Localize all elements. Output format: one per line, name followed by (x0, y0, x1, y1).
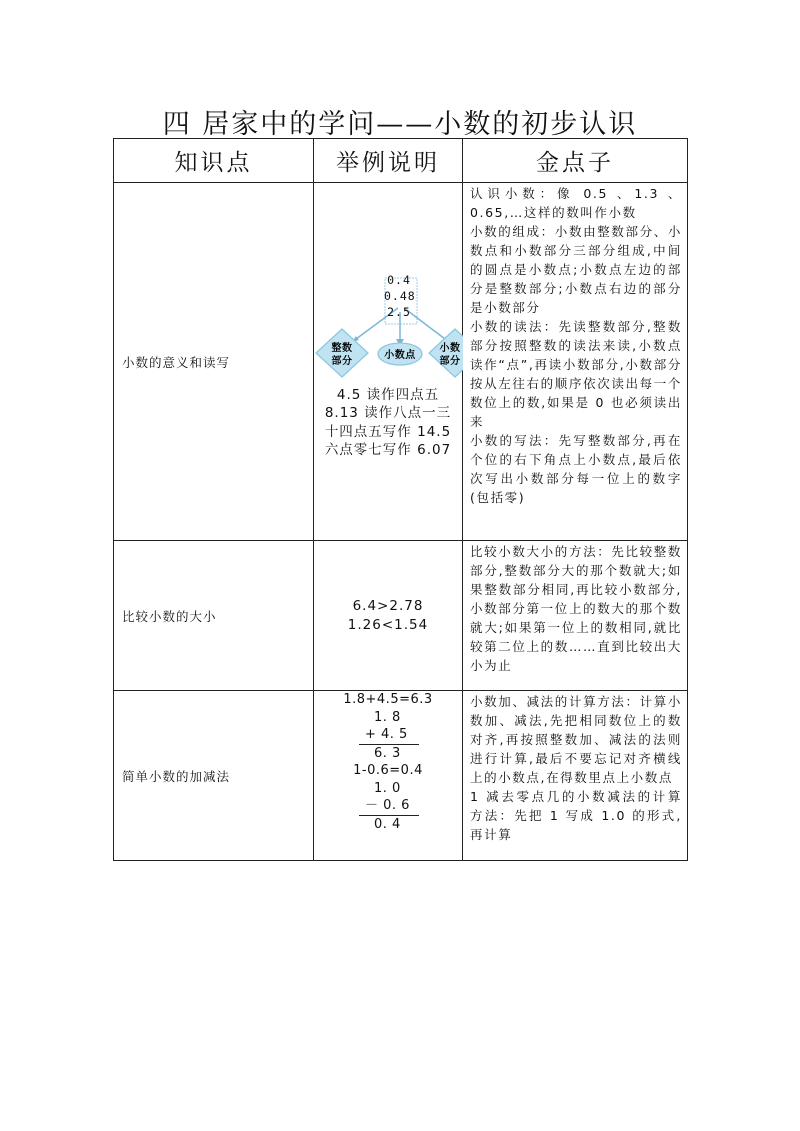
example-cell (314, 691, 463, 861)
stack-number: 0.48 (384, 288, 416, 303)
tips-cell (463, 691, 688, 861)
vertical-subtrahend: － 0. 6 (365, 798, 410, 813)
topic-cell: 简单小数的加减法 (114, 691, 314, 861)
knowledge-table (113, 138, 688, 861)
tips-cell (463, 541, 688, 691)
table-row (114, 183, 688, 541)
decimal-parts-diagram (314, 264, 463, 384)
tip-paragraph: 小数的写法：先写整数部分,再在个位的右下角点上小数点,最后依次写出小数部分每一位上的数字(包括零) (470, 433, 682, 505)
table-row (114, 691, 688, 861)
vertical-addend: 1. 8 (374, 709, 401, 725)
example-line: 8.13 读作八点一三 (324, 405, 452, 421)
header-example: 举例说明 (314, 139, 463, 183)
tip-paragraph: 小数加、减法的计算方法：计算小数加、减法,先把相同数位上的数对齐,再按照整数加、减法的法则进行计算,最后不要忘记对齐横线上的小数点,在得数里点上小数点 (470, 694, 682, 785)
tips-cell (463, 183, 688, 541)
header-tips: 金点子 (463, 139, 688, 183)
example-line: 6.4>2.78 (352, 598, 424, 614)
vertical-minuend: 1. 0 (374, 780, 401, 796)
vertical-result: 6. 3 (374, 745, 401, 761)
table-header-row (114, 139, 688, 183)
equation: 1-0.6=0.4 (353, 763, 423, 778)
example-cell (314, 541, 463, 691)
decimal-label-1: 小数 (439, 342, 461, 354)
header-knowledge-point: 知识点 (114, 139, 314, 183)
vertical-result: 0. 4 (374, 816, 401, 832)
topic-cell: 比较小数的大小 (114, 541, 314, 691)
integer-label-1: 整数 (331, 342, 353, 354)
decimal-label-2: 部分 (439, 355, 461, 367)
integer-label-2: 部分 (331, 355, 353, 367)
example-line: 六点零七写作 6.07 (324, 442, 452, 458)
tip-paragraph: 比较小数大小的方法：先比较整数部分,整数部分大的那个数就大;如果整数部分相同,再比较小数部分,小数部分第一位上的数大的那个数就大;如果第一位上的数相同,就比较第二位上的数……直到比较出大小为止 (470, 544, 682, 673)
example-line: 十四点五写作 14.5 (324, 423, 452, 440)
tip-paragraph: 1 减去零点几的小数减法的计算方法：先把 1 写成 1.0 的形式,再计算 (470, 789, 682, 842)
tip-paragraph: 认识小数：像 0.5 、1.3 、0.65,…这样的数叫作小数 (470, 186, 682, 220)
calculation-block (314, 691, 462, 833)
tip-paragraph: 小数的组成：小数由整数部分、小数点和小数部分三部分组成,中间的圆点是小数点;小数点左边的部分是整数部分;小数点右边的部分是小数部分 (470, 224, 682, 315)
stack-number: 2.5 (387, 304, 411, 319)
page-title: 四 居家中的学问——小数的初步认识 (162, 109, 638, 140)
stack-number: 0.4 (387, 272, 411, 287)
number-stack (384, 272, 414, 320)
topic-cell: 小数的意义和读写 (114, 183, 314, 541)
equation: 1.8+4.5=6.3 (343, 692, 433, 707)
table-row (114, 541, 688, 691)
example-cell (314, 183, 463, 541)
tip-paragraph: 小数的读法：先读整数部分,整数部分按照整数的读法来读,小数点读作“点”,再读小数部分,小数部分按从左往右的顺序依次读出每一个数位上的数,如果是 0 也必须读出来 (470, 319, 682, 429)
point-label: 小数点 (384, 349, 416, 361)
vertical-addend: + 4. 5 (365, 727, 408, 742)
example-line: 1.26<1.54 (347, 616, 429, 633)
example-line: 4.5 读作四点五 (336, 386, 440, 403)
